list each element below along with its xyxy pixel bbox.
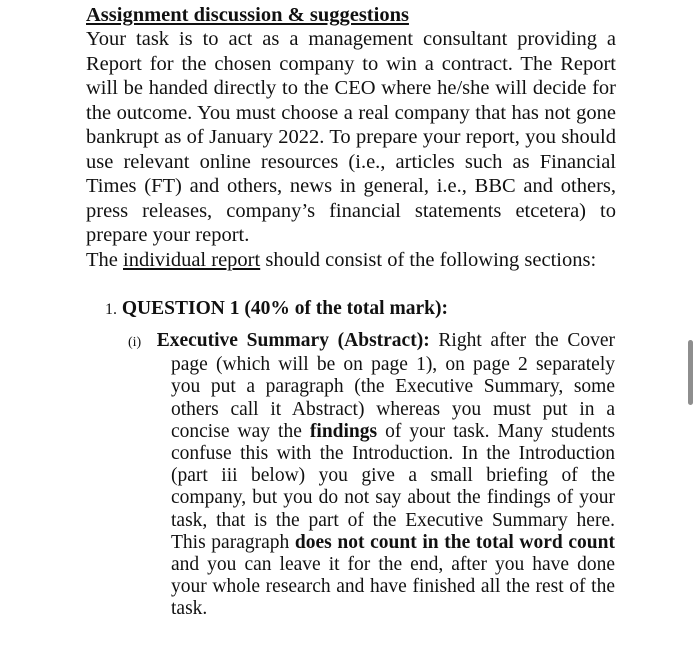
sections-line-end: should consist of the following sections: bbox=[260, 248, 597, 271]
sections-line-start: The bbox=[86, 248, 123, 271]
executive-summary-item bbox=[128, 330, 615, 621]
question-number: 1. bbox=[105, 301, 117, 318]
item-title: Executive Summary (Abstract): bbox=[156, 330, 430, 351]
findings-bold: findings bbox=[309, 420, 378, 442]
question-title: QUESTION 1 (40% of the total mark): bbox=[121, 298, 448, 319]
item-number: (i) bbox=[128, 335, 142, 350]
item-text-1: Right after the Cover page (which will be on page 1), on page 2 separately you put a paragraph (the Executive Summary, some others call it Abstract) whereas you must put in a concise way the bbox=[171, 330, 616, 442]
item-text-3: and you can leave it for the end, after you have done your whole research and have finished all the rest of the task. bbox=[171, 554, 615, 620]
individual-report-underlined: individual report bbox=[123, 248, 261, 271]
section-heading: Assignment discussion & suggestions bbox=[86, 4, 409, 26]
executive-summary-paragraph bbox=[128, 330, 615, 621]
question-1-heading bbox=[105, 297, 448, 322]
word-count-bold: does not count in the total word count bbox=[294, 531, 615, 553]
document-body bbox=[86, 3, 616, 272]
item-text-2: of your task. Many students confuse this with the Introduction. In the Introduction (part iii below) you give a small briefing of the company, but you do not say about the findings of your task, that is the part of the Executive Summary here. This paragraph bbox=[171, 420, 615, 553]
intro-paragraph: Your task is to act as a management consultant providing a Report for the chosen company to win a contract. The Report will be handed directly to the CEO where he/she will decide for the outcome. You must choose a real company that has not gone bankrupt as of January 2022. To prepare your report, you should use relevant online resources (i.e., articles such as Financial Times (FT) and others, news in general, i.e., BBC and others, press releases, company’s financial statements etcetera) to prepare your report. bbox=[86, 28, 616, 246]
sections-intro-line bbox=[86, 248, 616, 273]
vertical-scrollbar[interactable] bbox=[688, 340, 693, 405]
